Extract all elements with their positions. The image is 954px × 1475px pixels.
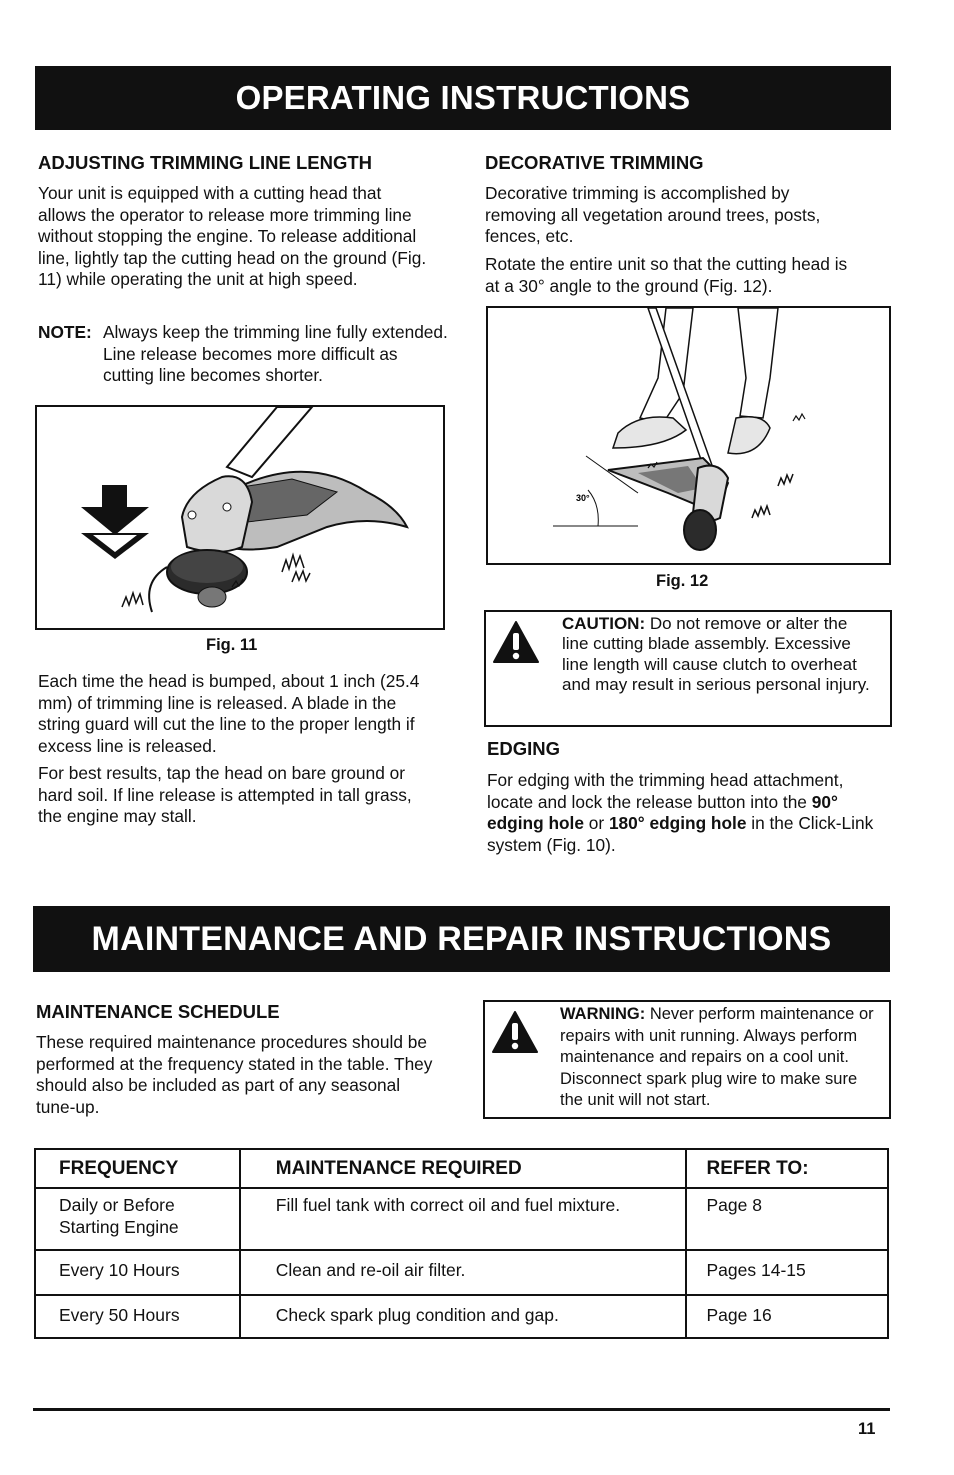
table-row bbox=[35, 1188, 888, 1250]
warning-box bbox=[483, 1000, 891, 1119]
warning-label: WARNING: bbox=[560, 1005, 646, 1023]
trimmer-head-illustration bbox=[37, 407, 443, 628]
header-refer-to: REFER TO: bbox=[686, 1149, 889, 1188]
caution-text-block bbox=[562, 614, 872, 695]
warning-triangle-icon bbox=[492, 618, 540, 666]
operating-instructions-title: OPERATING INSTRUCTIONS bbox=[235, 79, 691, 116]
decorative-heading: DECORATIVE TRIMMING bbox=[485, 152, 704, 173]
cell-maintenance: Fill fuel tank with correct oil and fuel mixture. bbox=[240, 1188, 686, 1250]
figure-11-caption: Fig. 11 bbox=[206, 636, 258, 654]
schedule-text: These required maintenance procedures should be performed at the frequency stated in the table. They should also be included as part of any seasonal tune-up. bbox=[36, 1032, 433, 1117]
adjusting-heading: ADJUSTING TRIMMING LINE LENGTH bbox=[38, 152, 373, 173]
edging-paragraph bbox=[487, 770, 882, 856]
edging-180-hole: 180° edging hole bbox=[608, 813, 747, 834]
header-frequency: FREQUENCY bbox=[35, 1149, 240, 1188]
warning-text: Never perform maintenance or repairs with unit running. Always perform maintenance and repairs on a cool unit. Disconnect spark plug wire to make sure the unit will not start. bbox=[560, 1005, 874, 1109]
caution-text: Do not remove or alter the line cutting blade assembly. Excessive line length will cause clutch to overheat and may result in serious personal injury. bbox=[562, 614, 870, 694]
figure-11 bbox=[35, 405, 445, 630]
figure-12-caption: Fig. 12 bbox=[656, 572, 709, 590]
cell-refer: Page 8 bbox=[686, 1188, 889, 1250]
angle-label: 30° bbox=[576, 493, 590, 503]
adjusting-paragraph-1: Your unit is equipped with a cutting head that allows the operator to release more trimming line without stopping the engine. To release additional line, lightly tap the cutting head on the ground (Fig. 11) while operating the unit at high speed. bbox=[38, 183, 427, 290]
edging-text-a: For edging with the trimming head attachment, locate and lock the release button into the bbox=[487, 770, 844, 812]
decorative-paragraph-2: Rotate the entire unit so that the cutting head is at a 30° angle to the ground (Fig. 12). bbox=[485, 254, 848, 296]
edging-heading: EDGING bbox=[487, 738, 560, 759]
edging-90-hole: 90° edging hole bbox=[487, 791, 838, 834]
cell-refer: Pages 14-15 bbox=[686, 1250, 889, 1295]
maintenance-banner bbox=[33, 906, 890, 972]
cell-frequency: Every 10 Hours bbox=[35, 1250, 240, 1295]
note-text: Always keep the trimming line fully extended. Line release becomes more difficult as cutting line becomes shorter. bbox=[103, 322, 448, 386]
table-row bbox=[35, 1295, 888, 1338]
adjusting-paragraph-2: Each time the head is bumped, about 1 inch (25.4 mm) of trimming line is released. A blade in the string guard will cut the line to the proper length if excess line is released. bbox=[38, 671, 420, 756]
note-label: NOTE: bbox=[38, 322, 92, 342]
schedule-heading: MAINTENANCE SCHEDULE bbox=[36, 1001, 280, 1022]
caution-box bbox=[484, 610, 892, 727]
cell-refer: Page 16 bbox=[686, 1295, 889, 1338]
decorative-trimming-illustration bbox=[488, 308, 889, 563]
page-number: 11 bbox=[858, 1420, 876, 1438]
cell-maintenance: Clean and re-oil air filter. bbox=[240, 1250, 686, 1295]
edging-text-b: or bbox=[583, 813, 609, 834]
warning-text-block bbox=[560, 1004, 882, 1112]
table-header-row bbox=[35, 1149, 888, 1188]
table-row bbox=[35, 1250, 888, 1295]
adjusting-paragraph-3: For best results, tap the head on bare ground or hard soil. If line release is attempted in tall grass, the engine may stall. bbox=[38, 763, 412, 827]
cell-maintenance: Check spark plug condition and gap. bbox=[240, 1295, 686, 1338]
figure-12 bbox=[486, 306, 891, 565]
decorative-paragraph-1: Decorative trimming is accomplished by removing all vegetation around trees, posts, fences, etc. bbox=[485, 183, 821, 247]
maintenance-title: MAINTENANCE AND REPAIR INSTRUCTIONS bbox=[91, 919, 832, 958]
footer-rule bbox=[33, 1408, 890, 1411]
edging-text-c: in the Click-Link system (Fig. 10). bbox=[487, 813, 874, 855]
cell-frequency: Daily or Before Starting Engine bbox=[35, 1188, 240, 1250]
header-maintenance-required: MAINTENANCE REQUIRED bbox=[240, 1149, 686, 1188]
warning-triangle-icon bbox=[491, 1008, 539, 1056]
cell-frequency: Every 50 Hours bbox=[35, 1295, 240, 1338]
maintenance-table bbox=[34, 1148, 889, 1339]
operating-instructions-banner bbox=[35, 66, 891, 130]
note bbox=[38, 322, 448, 386]
caution-label: CAUTION: bbox=[562, 614, 646, 633]
